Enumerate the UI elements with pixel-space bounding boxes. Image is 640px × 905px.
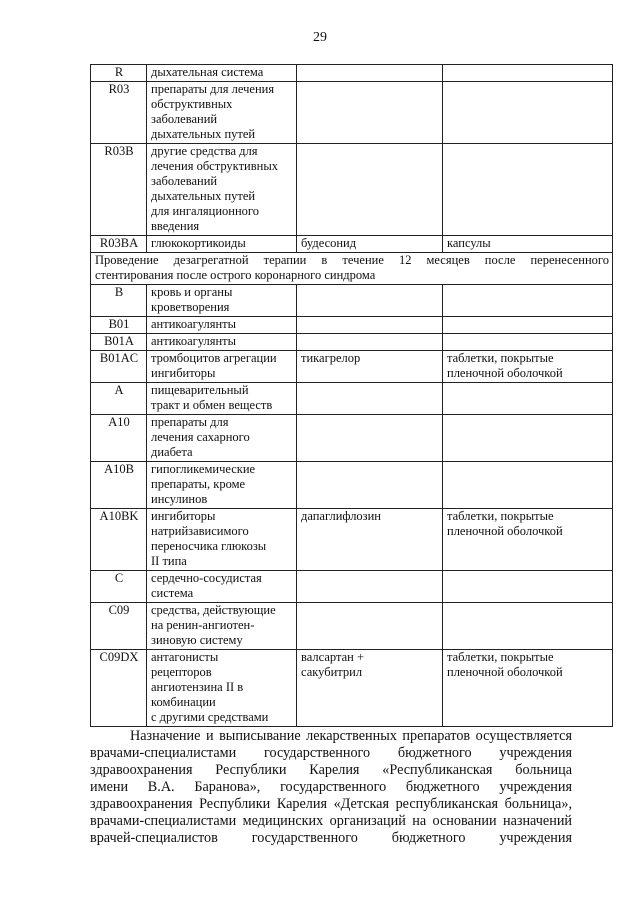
substance-cell	[297, 144, 443, 236]
group-name-cell-line: пищеварительный	[151, 383, 249, 397]
table-row	[91, 65, 613, 82]
substance-cell	[297, 509, 443, 571]
group-name-cell-line: глюкокортикоиды	[151, 236, 246, 250]
group-name-cell-line: препараты для лечения	[151, 82, 275, 96]
table-section-note-body	[91, 253, 613, 285]
atc-code-cell: C09	[91, 603, 147, 650]
substance-cell	[297, 462, 443, 509]
group-name-cell-line: лечения сахарного	[151, 430, 250, 444]
body-text-line: врачей-специалистов государственного бюджетного учреждения	[90, 830, 572, 846]
body-text-line: врачами-специалистами государственного бюджетного учреждения	[90, 745, 572, 761]
group-name-cell-line: тракт и обмен веществ	[151, 398, 273, 412]
table-body-bottom	[91, 285, 613, 727]
body-text-line: имени В.А. Баранова», государственного бюджетного учреждения	[90, 779, 572, 795]
dosage-form-cell	[443, 65, 613, 82]
substance-cell-line: тикагрелор	[301, 351, 361, 365]
substance-cell	[297, 236, 443, 253]
body-text-line: врачами-специалистами медицинских организаций на основании назначений	[90, 813, 572, 829]
group-name-cell-line: сердечно-сосудистая	[151, 571, 262, 585]
group-name-cell-line: тромбоцитов агрегации	[151, 351, 277, 365]
dosage-form-cell-line: таблетки, покрытые	[447, 351, 554, 365]
group-name-cell	[147, 462, 297, 509]
group-name-cell-line: дыхательная система	[151, 65, 264, 79]
group-name-cell-line: антикоагулянты	[151, 317, 236, 331]
section-note	[91, 253, 613, 285]
table-row	[91, 317, 613, 334]
body-text-line: здравоохранения Республики Карелия «Республиканская больница	[90, 762, 572, 778]
group-name-cell	[147, 415, 297, 462]
substance-cell	[297, 65, 443, 82]
atc-code-cell: A10BK	[91, 509, 147, 571]
group-name-cell-line: дыхательных путей	[151, 127, 256, 141]
substance-cell	[297, 571, 443, 603]
dosage-form-cell-line: таблетки, покрытые	[447, 650, 554, 664]
table-row	[91, 285, 613, 317]
group-name-cell-line: комбинации	[151, 695, 216, 709]
section-note-row	[91, 253, 613, 285]
group-name-cell-line: средства, действующие	[151, 603, 276, 617]
dosage-form-cell	[443, 415, 613, 462]
atc-code-cell: A	[91, 383, 147, 415]
section-note-line-1: Проведение дезагрегатной терапии в течение 12 месяцев после перенесенного	[95, 253, 609, 267]
table-row	[91, 571, 613, 603]
group-name-cell-line: антикоагулянты	[151, 334, 236, 348]
group-name-cell	[147, 650, 297, 727]
body-text-line: Назначение и выписывание лекарственных препаратов осуществляется	[130, 728, 572, 744]
atc-code-cell: B01AC	[91, 351, 147, 383]
group-name-cell	[147, 509, 297, 571]
group-name-cell-line: гипогликемические	[151, 462, 256, 476]
group-name-cell-line: ингибиторы	[151, 509, 216, 523]
group-name-cell-line: ингибиторы	[151, 366, 216, 380]
group-name-cell-line: препараты для	[151, 415, 229, 429]
table-row	[91, 351, 613, 383]
dosage-form-cell	[443, 82, 613, 144]
dosage-form-cell	[443, 317, 613, 334]
substance-cell	[297, 317, 443, 334]
group-name-cell	[147, 285, 297, 317]
group-name-cell-line: зиновую систему	[151, 633, 243, 647]
table-row	[91, 82, 613, 144]
atc-code-cell: C09DX	[91, 650, 147, 727]
atc-code-cell: A10B	[91, 462, 147, 509]
body-text-line: здравоохранения Республики Карелия «Детская республиканская больница»,	[90, 796, 572, 812]
table-row	[91, 236, 613, 253]
substance-cell-line: валсартан +	[301, 650, 364, 664]
group-name-cell	[147, 144, 297, 236]
body-paragraph	[90, 728, 572, 847]
group-name-cell-line: переносчика глюкозы	[151, 539, 267, 553]
table-row	[91, 383, 613, 415]
group-name-cell	[147, 571, 297, 603]
group-name-cell-line: дыхательных путей	[151, 189, 256, 203]
group-name-cell	[147, 317, 297, 334]
group-name-cell-line: инсулинов	[151, 492, 208, 506]
dosage-form-cell	[443, 383, 613, 415]
dosage-form-cell-line: таблетки, покрытые	[447, 509, 554, 523]
dosage-form-cell	[443, 462, 613, 509]
group-name-cell	[147, 82, 297, 144]
substance-cell-line: сакубитрил	[301, 665, 363, 679]
dosage-form-cell	[443, 334, 613, 351]
group-name-cell-line: антагонисты	[151, 650, 219, 664]
table-row	[91, 462, 613, 509]
group-name-cell-line: кроветворения	[151, 300, 230, 314]
group-name-cell-line: препараты, кроме	[151, 477, 246, 491]
dosage-form-cell	[443, 603, 613, 650]
dosage-form-cell	[443, 236, 613, 253]
dosage-form-cell	[443, 571, 613, 603]
substance-cell	[297, 650, 443, 727]
atc-code-cell: R	[91, 65, 147, 82]
table-row	[91, 415, 613, 462]
atc-code-cell: R03B	[91, 144, 147, 236]
page-number: 29	[313, 30, 327, 45]
substance-cell	[297, 82, 443, 144]
atc-code-cell: B01	[91, 317, 147, 334]
group-name-cell	[147, 334, 297, 351]
dosage-form-cell	[443, 351, 613, 383]
atc-code-cell: B	[91, 285, 147, 317]
group-name-cell-line: лечения обструктивных	[151, 159, 278, 173]
group-name-cell-line: обструктивных	[151, 97, 233, 111]
group-name-cell	[147, 236, 297, 253]
group-name-cell-line: с другими средствами	[151, 710, 269, 724]
group-name-cell-line: для ингаляционного	[151, 204, 259, 218]
group-name-cell-line: другие средства для	[151, 144, 258, 158]
dosage-form-cell	[443, 144, 613, 236]
substance-cell-line: дапаглифлозин	[301, 509, 381, 523]
dosage-form-cell	[443, 650, 613, 727]
dosage-form-cell	[443, 509, 613, 571]
group-name-cell-line: заболеваний	[151, 112, 218, 126]
atc-code-cell: C	[91, 571, 147, 603]
group-name-cell	[147, 603, 297, 650]
group-name-cell-line: II типа	[151, 554, 187, 568]
group-name-cell	[147, 383, 297, 415]
group-name-cell-line: введения	[151, 219, 200, 233]
group-name-cell	[147, 351, 297, 383]
table-row	[91, 144, 613, 236]
dosage-form-cell-line: капсулы	[447, 236, 491, 250]
dosage-form-cell-line: пленочной оболочкой	[447, 665, 563, 679]
substance-cell	[297, 415, 443, 462]
group-name-cell-line: заболеваний	[151, 174, 218, 188]
group-name-cell-line: натрийзависимого	[151, 524, 249, 538]
table-row	[91, 650, 613, 727]
substance-cell	[297, 351, 443, 383]
dosage-form-cell-line: пленочной оболочкой	[447, 524, 563, 538]
group-name-cell-line: система	[151, 586, 194, 600]
section-note-line-2: стентирования после острого коронарного синдрома	[95, 268, 376, 282]
group-name-cell-line: ангиотензина II в	[151, 680, 244, 694]
table-body-top	[91, 65, 613, 253]
substance-cell	[297, 603, 443, 650]
dosage-form-cell-line: пленочной оболочкой	[447, 366, 563, 380]
group-name-cell-line: рецепторов	[151, 665, 212, 679]
atc-code-cell: R03	[91, 82, 147, 144]
table-row	[91, 334, 613, 351]
substance-cell-line: будесонид	[301, 236, 357, 250]
drug-table	[90, 64, 613, 727]
atc-code-cell: A10	[91, 415, 147, 462]
atc-code-cell: R03BA	[91, 236, 147, 253]
group-name-cell	[147, 65, 297, 82]
group-name-cell-line: диабета	[151, 445, 193, 459]
substance-cell	[297, 383, 443, 415]
atc-code-cell: B01A	[91, 334, 147, 351]
group-name-cell-line: кровь и органы	[151, 285, 233, 299]
table-row	[91, 509, 613, 571]
table-row	[91, 603, 613, 650]
substance-cell	[297, 285, 443, 317]
dosage-form-cell	[443, 285, 613, 317]
substance-cell	[297, 334, 443, 351]
group-name-cell-line: на ренин-ангиотен-	[151, 618, 255, 632]
